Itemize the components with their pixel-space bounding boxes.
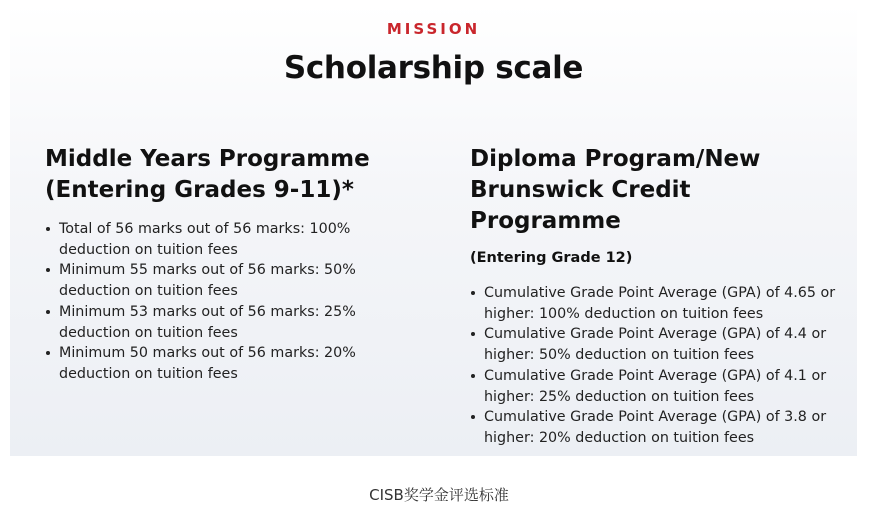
- list-item-line: higher: 50% deduction on tuition fees: [484, 347, 755, 364]
- list-item-line: higher: 100% deduction on tuition fees: [484, 305, 764, 322]
- image-caption: CISB奖学金评选标准: [369, 486, 509, 504]
- list-item-line: Total of 56 marks out of 56 marks: 100%: [59, 221, 351, 237]
- list-item: [45, 260, 430, 301]
- list-item-line: Minimum 53 marks out of 56 marks: 25%: [59, 303, 356, 320]
- middle-years-column: [45, 144, 430, 385]
- slide-title: Scholarship scale: [283, 50, 584, 86]
- list-item-line: Cumulative Grade Point Average (GPA) of 3.8 or: [484, 409, 827, 426]
- list-item-line: deduction on tuition fees: [59, 324, 238, 341]
- list-item: [45, 219, 430, 260]
- list-item-line: Cumulative Grade Point Average (GPA) of 4.65 or: [484, 285, 836, 301]
- list-item: [45, 343, 430, 384]
- list-item-line: deduction on tuition fees: [59, 283, 238, 300]
- list-item-line: higher: 20% deduction on tuition fees: [484, 429, 755, 446]
- list-item-line: deduction on tuition fees: [59, 365, 238, 382]
- heading-line: Diploma Program/New: [470, 146, 761, 172]
- mission-eyebrow: MISSION: [386, 20, 481, 38]
- heading-line: Middle Years Programme: [45, 146, 370, 172]
- list-item: [470, 407, 855, 448]
- list-item-line: Minimum 55 marks out of 56 marks: 50%: [59, 262, 356, 279]
- diploma-heading: [470, 144, 855, 237]
- diploma-list: [470, 283, 855, 449]
- list-item-line: Cumulative Grade Point Average (GPA) of 4.1 or: [484, 367, 827, 384]
- heading-line: Brunswick Credit: [470, 177, 691, 203]
- heading-line: Programme: [470, 208, 621, 234]
- scholarship-slide-image: [10, 4, 857, 456]
- list-item: [470, 283, 855, 324]
- list-item-line: higher: 25% deduction on tuition fees: [484, 388, 755, 405]
- list-item: [470, 366, 855, 407]
- list-item-line: Cumulative Grade Point Average (GPA) of 4.4 or: [484, 326, 827, 343]
- list-item-line: Minimum 50 marks out of 56 marks: 20%: [59, 345, 356, 362]
- list-item-line: deduction on tuition fees: [59, 241, 238, 258]
- diploma-subheading: (Entering Grade 12): [470, 250, 633, 266]
- heading-line: (Entering Grades 9-11)*: [45, 177, 354, 203]
- middle-years-heading: [45, 144, 430, 206]
- diploma-column: [470, 144, 855, 449]
- list-item: [470, 324, 855, 365]
- middle-years-list: [45, 219, 430, 385]
- list-item: [45, 302, 430, 343]
